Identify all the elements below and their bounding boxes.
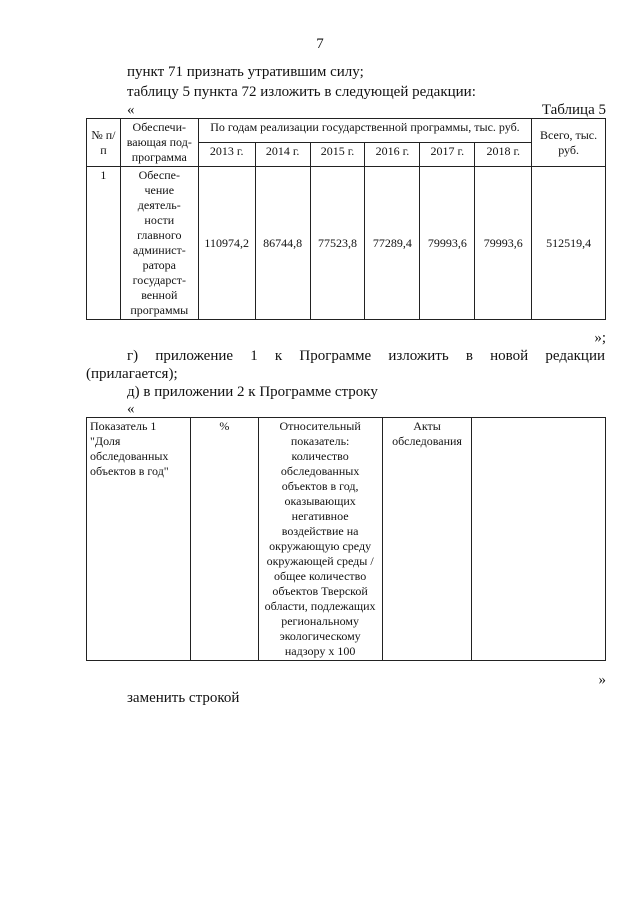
row-value: 86744,8 — [255, 167, 310, 320]
row-total: 512519,4 — [532, 167, 606, 320]
close-quote-2: » — [598, 672, 606, 688]
header-subprogram: Обеспечи- вающая под- программа — [120, 119, 198, 167]
row-value: 110974,2 — [198, 167, 255, 320]
row-num: 1 — [87, 167, 121, 320]
open-quote-2: « — [127, 401, 135, 417]
close-quote-table5: »; — [594, 330, 606, 346]
page-number: 7 — [316, 36, 324, 52]
header-num: № п/п — [87, 119, 121, 167]
row-value: 79993,6 — [475, 167, 532, 320]
indicator-unit: % — [190, 418, 258, 661]
indicator-source: Акты обследования — [382, 418, 472, 661]
header-years-group: По годам реализации государственной программы, тыс. руб. — [198, 119, 531, 143]
row-value: 77523,8 — [310, 167, 365, 320]
header-year: 2014 г. — [255, 143, 310, 167]
indicator-formula: Относительный показатель: количество обследованных объектов в год, оказывающих негативное воздействие на окружающую среду окружающей среды / общее количество объектов Тверской области, подлежащих региональному экологическому надзору х 100 — [258, 418, 382, 661]
header-year: 2016 г. — [365, 143, 420, 167]
table-indicator — [86, 417, 606, 661]
row-value: 79993,6 — [420, 167, 475, 320]
indicator-empty — [472, 418, 606, 661]
intro-line-2: таблицу 5 пункта 72 изложить в следующей редакции: — [127, 84, 476, 100]
header-year: 2015 г. — [310, 143, 365, 167]
para-d: д) в приложении 2 к Программе строку — [127, 384, 378, 400]
open-quote: « — [127, 102, 135, 118]
header-year: 2018 г. — [475, 143, 532, 167]
table-5 — [86, 118, 606, 320]
row-value: 77289,4 — [365, 167, 420, 320]
indicator-name: Показатель 1 "Доля обследованных объектов в год" — [87, 418, 191, 661]
header-year: 2013 г. — [198, 143, 255, 167]
para-g-line-2: (прилагается); — [86, 366, 178, 382]
header-year: 2017 г. — [420, 143, 475, 167]
intro-line-1: пункт 71 признать утратившим силу; — [127, 64, 364, 80]
header-total: Всего, тыс. руб. — [532, 119, 606, 167]
para-g-line-1: г) приложение 1 к Программе изложить в новой редакции — [127, 348, 605, 364]
replace-text: заменить строкой — [127, 690, 240, 706]
row-subprogram-name: Обеспе- чение деятель- ности главного админист- ратора государст- венной программы — [120, 167, 198, 320]
table-label: Таблица 5 — [541, 102, 606, 118]
